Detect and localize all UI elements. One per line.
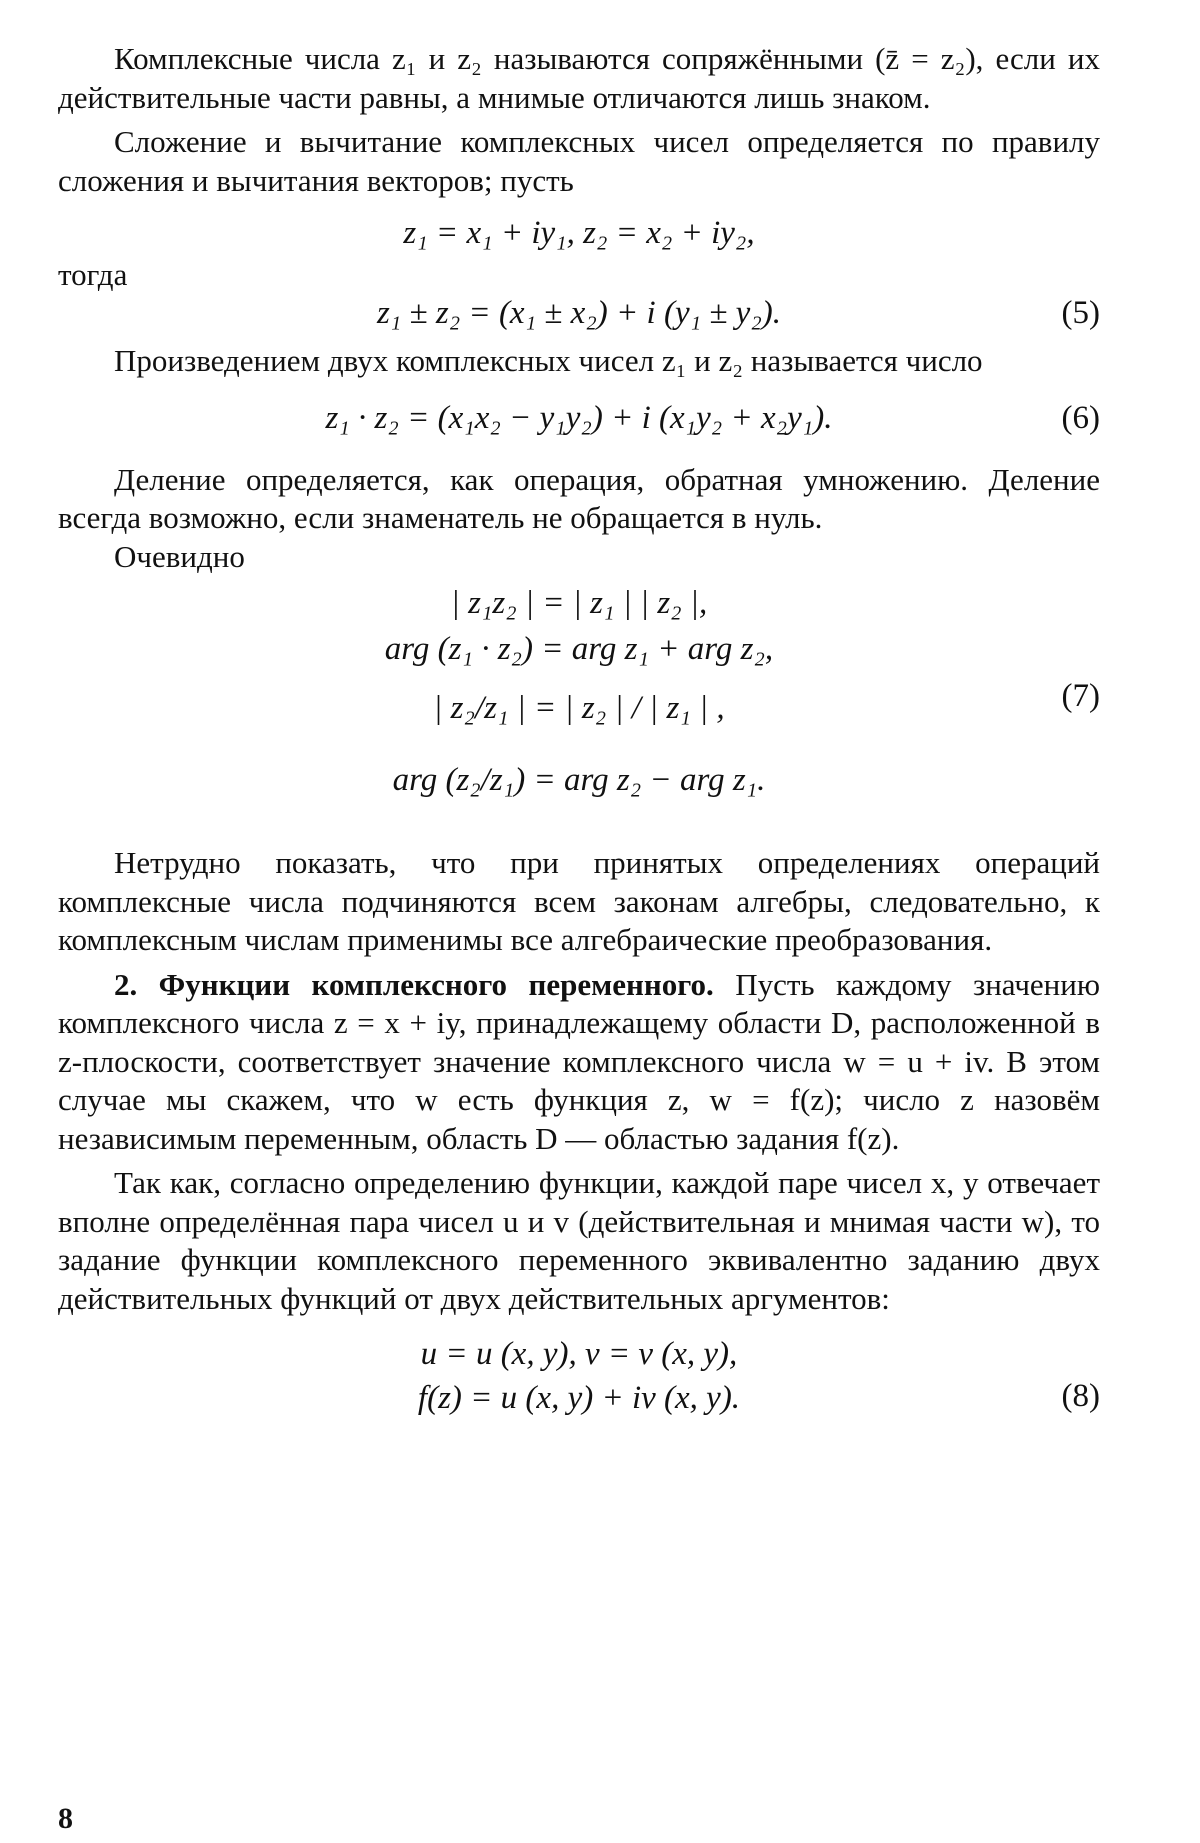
paragraph-algebra-laws: Нетрудно показать, что при принятых определениях операций комплексные числа подчиняются всем законам алгебры, следовательно, к комплексным числам применимы все алгебраические преобразования. (58, 845, 1100, 957)
formula-5 (58, 290, 1100, 336)
formula-7-line-3: | z₂/z₁ | = | z₂ | / | z₁ | , (433, 690, 725, 726)
formula-5-text: z₁ ± z₂ = (x₁ ± x₂) + i (y₁ ± y₂). (376, 295, 782, 331)
paragraph-function-pair: Так как, согласно определению функции, каждой паре чисел x, y отвечает вполне определённая пара чисел u и v (действительная и мнимая части w), то задание функции комплексного переменного эквивалентно заданию двух действительных функций от двух действительных аргументов: (58, 1165, 1100, 1316)
paragraph-addition-rule: Сложение и вычитание комплексных чисел определяется по правилу сложения и вычитания векторов; пусть (58, 124, 1100, 198)
book-page (58, 40, 1101, 1835)
paragraph-section-2 (58, 966, 1100, 1159)
formula-6 (58, 395, 1100, 441)
formula-7-line-2: arg (z₁ · z₂) = arg z₁ + arg z₂, (384, 631, 774, 667)
section-2-heading: 2. Функции комплексного переменного. (114, 966, 714, 1002)
section-2-body: Пусть каждому значению комплексного числа z = x + iy, принадлежащему области D, расположенной в z-плоскости, соответствует значение комплексного числа w = u + iv. В этом случае мы скажем, что w есть функция z, w = f(z); число z назовём независимым переменным, область D — областью задания f(z). (58, 966, 1101, 1156)
formula-6-text: z₁ · z₂ = (x₁x₂ − y₁y₂) + i (x₁y₂ + x₂y₁). (325, 399, 833, 436)
formula-8-block (58, 1332, 1100, 1420)
paragraph-product-definition: Произведением двух комплексных чисел z₁ и z₂ называется число (114, 343, 983, 378)
label-ochevidno: Очевидно (114, 538, 245, 574)
page-number: 8 (58, 1802, 73, 1835)
paragraph-division: Деление определяется, как операция, обратная умножению. Деление всегда возможно, если знаменатель не обращается в нуль. (58, 461, 1100, 535)
formula-z-definitions (58, 210, 1100, 256)
formula-z-definitions-text: z₁ = x₁ + iy₁, z₂ = x₂ + iy₂, (403, 215, 755, 251)
equation-number-7: (7) (1061, 678, 1100, 714)
paragraph-conjugate-definition: Комплексные числа z₁ и z₂ называются сопряжёнными (z̄ = z₂), если их действительные части равны, а мнимые отличаются лишь знаком. (58, 41, 1100, 115)
label-togda: тогда (58, 257, 128, 292)
formula-7-line-4: arg (z₂/z₁) = arg z₂ − arg z₁. (392, 762, 766, 798)
formula-7-block (58, 580, 1100, 816)
equation-number-8: (8) (1061, 1378, 1100, 1414)
formula-7-line-1: | z₁z₂ | = | z₁ | | z₂ |, (450, 585, 708, 621)
formula-8-line-1: u = u (x, y), v = v (x, y), (420, 1336, 738, 1372)
equation-number-6: (6) (1061, 399, 1100, 436)
equation-number-5: (5) (1061, 295, 1100, 331)
formula-8-line-2: f(z) = u (x, y) + iv (x, y). (417, 1380, 741, 1416)
